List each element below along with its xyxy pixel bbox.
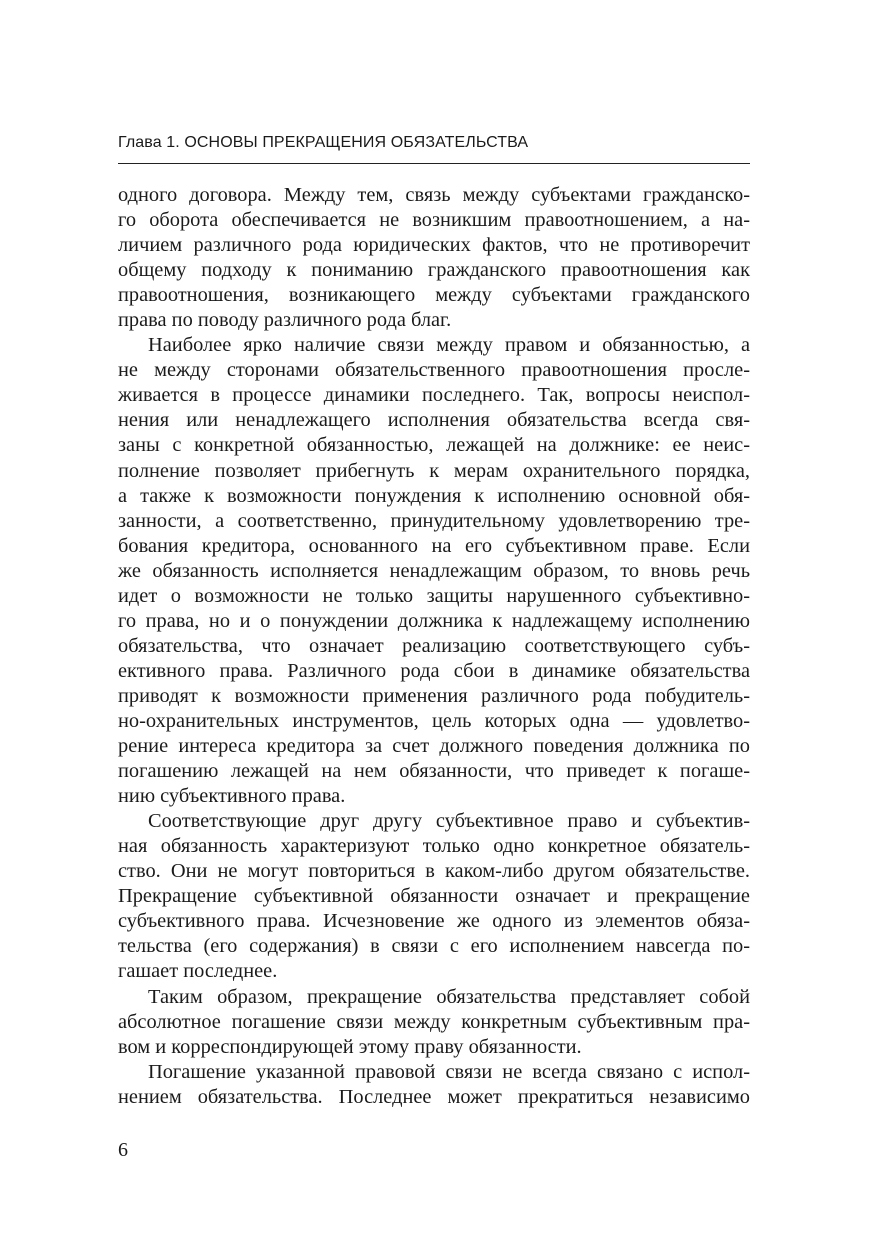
text-line: Прекращение субъективной обязанности означает и прекращение: [118, 885, 750, 908]
text-line: живается в процессе динамики последнего. Так, вопросы неиспол-: [118, 384, 750, 407]
text-line: ство. Они не могут повториться в каком-либо другом обязательстве.: [118, 860, 750, 883]
text-line: тельства (его содержания) в связи с его исполнением навсегда по-: [118, 935, 750, 958]
text-line: общему подходу к пониманию гражданского правоотношения как: [118, 259, 750, 282]
text-line: правоотношения, возникающего между субъектами гражданского: [118, 284, 750, 307]
text-line: обязательства, что означает реализацию соответствующего субъ-: [118, 634, 750, 657]
paragraph: [118, 1060, 750, 1110]
header-rule: [118, 163, 750, 164]
text-line: погашению лежащей на нем обязанности, что приведет к погаше-: [118, 760, 750, 783]
text-line: Наиболее ярко наличие связи между правом и обязанностью, а: [148, 334, 750, 357]
text-line: нию субъективного права.: [118, 785, 346, 808]
text-line: занности, а соответственно, принудительному удовлетворению тре-: [118, 509, 750, 532]
text-line: бования кредитора, основанного на его субъективном праве. Если: [118, 534, 750, 557]
page-number: 6: [118, 1139, 128, 1161]
text-line: нения или ненадлежащего исполнения обязательства всегда свя-: [118, 409, 750, 432]
text-line: права по поводу различного рода благ.: [118, 309, 452, 332]
text-line: приводят к возможности применения различного рода побудитель-: [118, 684, 750, 707]
text-line: вом и корреспондирующей этому праву обязанности.: [118, 1035, 582, 1058]
text-line: гашает последнее.: [118, 960, 278, 983]
text-line: одного договора. Между тем, связь между субъектами гражданско-: [118, 184, 750, 206]
text-line: го права, но и о понуждении должника к надлежащему исполнению: [118, 609, 750, 632]
text-line: заны с конкретной обязанностью, лежащей на должнике: ее неис-: [118, 434, 750, 457]
text-line: же обязанность исполняется ненадлежащим образом, то вновь речь: [118, 559, 750, 582]
text-line: полнение позволяет прибегнуть к мерам охранительного порядка,: [118, 459, 750, 482]
text-line: субъективного права. Исчезновение же одного из элементов обяза-: [118, 910, 750, 933]
text-line: нением обязательства. Последнее может прекратиться независимо: [118, 1085, 750, 1108]
paragraph: [118, 183, 750, 333]
running-head: Глава 1. ОСНОВЫ ПРЕКРАЩЕНИЯ ОБЯЗАТЕЛЬСТВА: [118, 134, 529, 151]
text-line: Погашение указанной правовой связи не всегда связано с испол-: [148, 1060, 750, 1083]
text-line: не между сторонами обязательственного правоотношения просле-: [118, 359, 750, 382]
text-line: абсолютное погашение связи между конкретным субъективным пра-: [118, 1010, 750, 1033]
paragraph: [118, 333, 750, 809]
text-line: но-охранительных инструментов, цель которых одна — удовлетво-: [118, 709, 750, 732]
text-line: го оборота обеспечивается не возникшим правоотношением, а на-: [118, 209, 750, 232]
text-line: Таким образом, прекращение обязательства представляет собой: [148, 985, 750, 1008]
text-line: Соответствующие друг другу субъективное право и субъектив-: [148, 810, 750, 833]
text-line: идет о возможности не только защиты нарушенного субъективно-: [118, 584, 750, 607]
text-line: рение интереса кредитора за счет должного поведения должника по: [118, 735, 750, 758]
body-text: [118, 183, 750, 1110]
paragraph: [118, 985, 750, 1060]
text-line: личием различного рода юридических фактов, что не противоречит: [118, 234, 750, 257]
text-line: а также к возможности понуждения к исполнению основной обя-: [118, 484, 750, 507]
text-line: ективного права. Различного рода сбои в динамике обязательства: [118, 659, 750, 682]
text-line: ная обязанность характеризуют только одно конкретное обязатель-: [118, 835, 750, 858]
paragraph: [118, 809, 750, 984]
